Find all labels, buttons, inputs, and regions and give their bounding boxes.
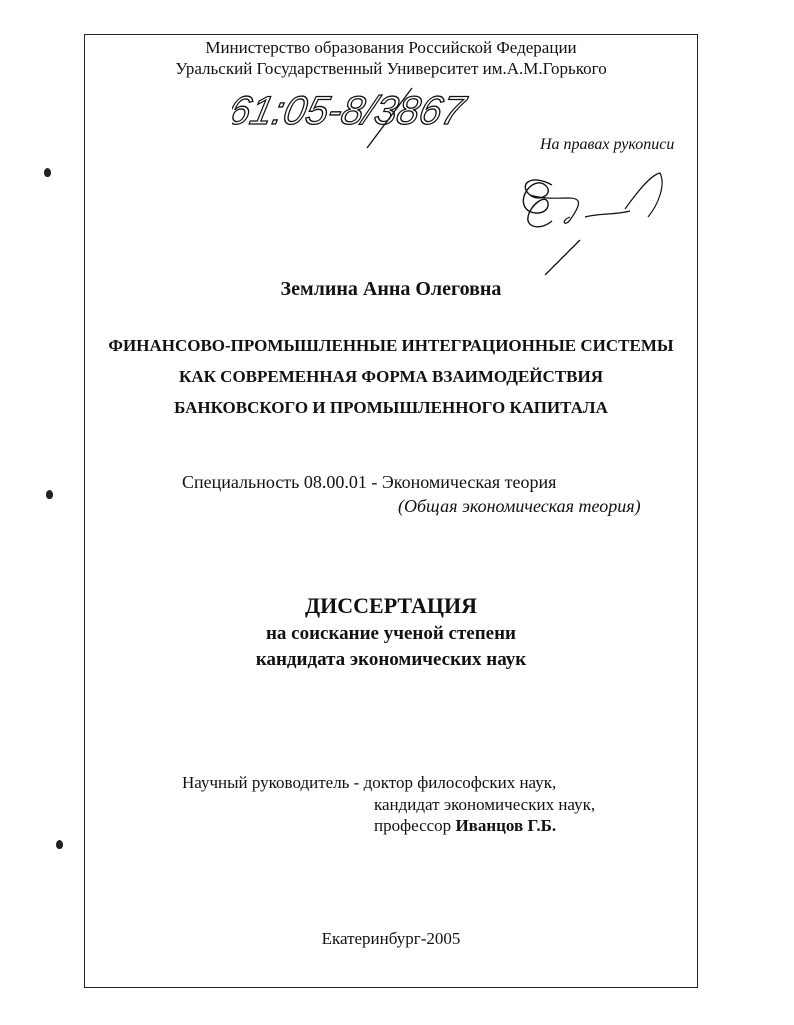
supervisor-line-2: кандидат экономических наук, (374, 795, 596, 814)
dissertation-heading: ДИССЕРТАЦИЯ (305, 593, 477, 618)
title-line: КАК СОВРЕМЕННАЯ ФОРМА ВЗАИМОДЕЙСТВИЯ (179, 367, 603, 386)
binding-hole-mark (44, 168, 51, 177)
binding-hole-mark (56, 840, 63, 849)
university-name: Уральский Государственный Университет им.А.М.Горького (175, 59, 607, 78)
handwritten-registration-code (232, 76, 522, 161)
supervisor-line-3 (374, 816, 556, 836)
author-name: Землина Анна Олеговна (280, 278, 502, 300)
registration-code-text: 61:05-8/3867 (232, 87, 470, 133)
supervisor-name: Иванцов Г.Б. (455, 816, 557, 835)
signature-icon (500, 165, 670, 285)
rights-note: На правах рукописи (540, 136, 675, 153)
header-block (84, 37, 698, 79)
title-line: БАНКОВСКОГО И ПРОМЫШЛЕННОГО КАПИТАЛА (174, 398, 608, 417)
degree-line-2: кандидата экономических наук (255, 649, 527, 670)
specialty-line: Специальность 08.00.01 - Экономическая теория (182, 472, 557, 492)
supervisor-line-1: Научный руководитель - доктор философских наук, (182, 773, 557, 792)
title-line: ФИНАНСОВО-ПРОМЫШЛЕННЫЕ ИНТЕГРАЦИОННЫЕ СИСТЕМЫ (108, 336, 674, 355)
city-year: Екатеринбург-2005 (321, 929, 461, 948)
supervisor-title: профессор (374, 816, 456, 835)
specialty-subline: (Общая экономическая теория) (398, 496, 641, 516)
ministry-name: Министерство образования Российской Федерации (205, 38, 577, 57)
dissertation-title (84, 330, 698, 423)
binding-hole-mark (46, 490, 53, 499)
degree-line-1: на соискание ученой степени (265, 623, 516, 644)
